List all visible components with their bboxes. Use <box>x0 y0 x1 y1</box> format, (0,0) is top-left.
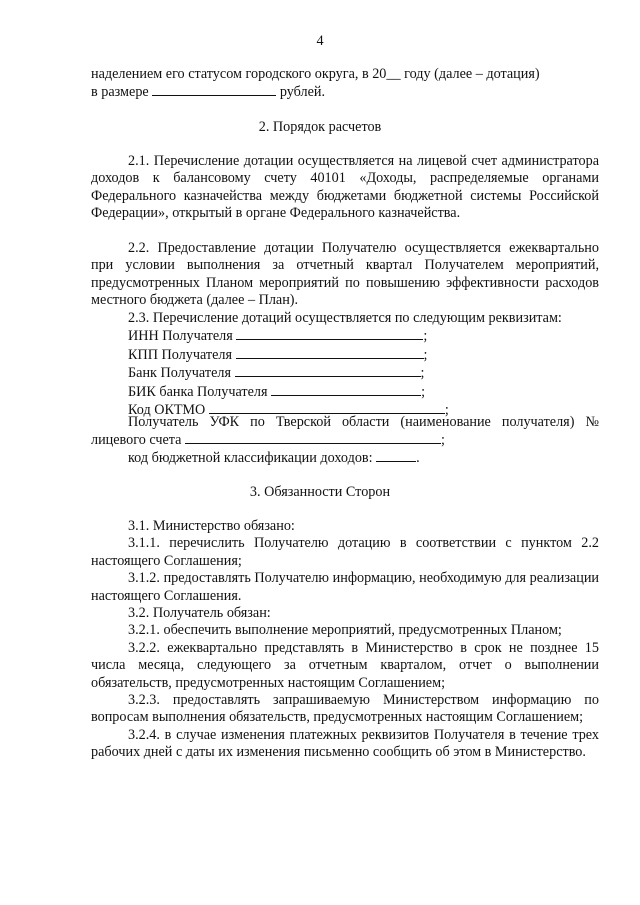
size-suffix: рублей. <box>279 84 326 101</box>
account-blank <box>185 431 441 444</box>
bik-semicolon: ; <box>421 383 426 400</box>
bank-semicolon: ; <box>420 365 425 382</box>
size-prefix: в размере <box>91 84 149 101</box>
bank-label: Банк Получателя <box>128 365 231 382</box>
kpp-line <box>91 346 599 364</box>
paragraph-2-2: 2.2. Предоставление дотации Получателю осуществляется ежеквартально при условии выполнения за отчетный квартал Получателем мероприятий, предусмотренных Планом мероприятий по повышению эффективности расходов местного бюджета (далее – План). <box>91 240 599 309</box>
paragraph-2-3: 2.3. Перечисление дотаций осуществляется по следующим реквизитам: <box>128 310 562 326</box>
paragraph-3-2-1: 3.2.1. обеспечить выполнение мероприятий, предусмотренных Планом; <box>128 622 562 639</box>
section-3-body <box>91 518 599 762</box>
ufk-text: Получатель УФК по Тверской области (наименование получателя) № лицевого счета <box>91 414 599 449</box>
bank-blank <box>235 364 421 377</box>
paragraph-3-1-1: 3.1.1. перечислить Получателю дотацию в соответствии с пунктом 2.2 настоящего Соглашения; <box>91 535 599 569</box>
bank-line <box>91 364 599 382</box>
size-blank <box>152 83 276 96</box>
bik-line <box>91 383 599 401</box>
kpp-blank <box>236 346 424 359</box>
ufk-paragraph <box>91 414 599 450</box>
page-number: 4 <box>316 33 324 49</box>
kpp-semicolon: ; <box>423 346 428 363</box>
paragraph-3-2-2: 3.2.2. ежеквартально представлять в Министерство в срок не позднее 15 числа месяца, следующего за отчетным кварталом, отчет о выполнении обязательств, предусмотренных настоящим Соглашением; <box>91 639 599 691</box>
inn-blank <box>236 327 423 340</box>
section-2-title: 2. Порядок расчетов <box>258 119 382 135</box>
paragraph-3-2-4: 3.2.4. в случае изменения платежных реквизитов Получателя в течение трех рабочих дней с даты их изменения письменно сообщить об этом в Министерство. <box>91 726 599 761</box>
requisites-block <box>91 310 599 419</box>
paragraph-3-2: 3.2. Получатель обязан: <box>128 605 271 622</box>
oktmo-label: Код ОКТМО <box>128 402 206 419</box>
intro-paragraph <box>91 66 599 102</box>
paragraph-2-1: 2.1. Перечисление дотации осуществляется на лицевой счет администратора доходов к балансовому счету 40101 «Доходы, распределяемые органами Федерального казначейства между бюджетами бюджетной системы Российской Федерации», открытый в органе Федерального казначейства. <box>91 153 599 222</box>
oktmo-semicolon: ; <box>444 402 449 419</box>
account-semicolon: ; <box>441 432 445 449</box>
kbk-period: . <box>416 450 420 466</box>
inn-semicolon: ; <box>423 328 428 345</box>
kbk-label: код бюджетной классификации доходов: <box>128 450 373 466</box>
kbk-line-wrap <box>91 449 599 467</box>
paragraph-3-1: 3.1. Министерство обязано: <box>128 518 295 534</box>
inn-label: ИНН Получателя <box>128 328 233 345</box>
paragraph-3-2-3: 3.2.3. предоставлять запрашиваемую Министерством информацию по вопросам выполнения обязательств, предусмотренных настоящим Соглашением; <box>91 692 599 726</box>
bik-label: БИК банка Получателя <box>128 383 268 400</box>
intro-line: наделением его статусом городского округа, в 20__ году (далее – дотация) <box>91 66 540 82</box>
section-3-title: 3. Обязанности Сторон <box>249 484 391 500</box>
kbk-blank <box>376 449 416 462</box>
paragraph-3-1-2: 3.1.2. предоставлять Получателю информацию, необходимую для реализации настоящего Соглашения. <box>91 570 599 604</box>
inn-line <box>91 327 599 345</box>
bik-blank <box>271 383 421 396</box>
kpp-label: КПП Получателя <box>128 346 232 363</box>
size-line <box>91 83 599 101</box>
oktmo-blank <box>209 401 445 414</box>
kbk-line <box>91 449 599 467</box>
